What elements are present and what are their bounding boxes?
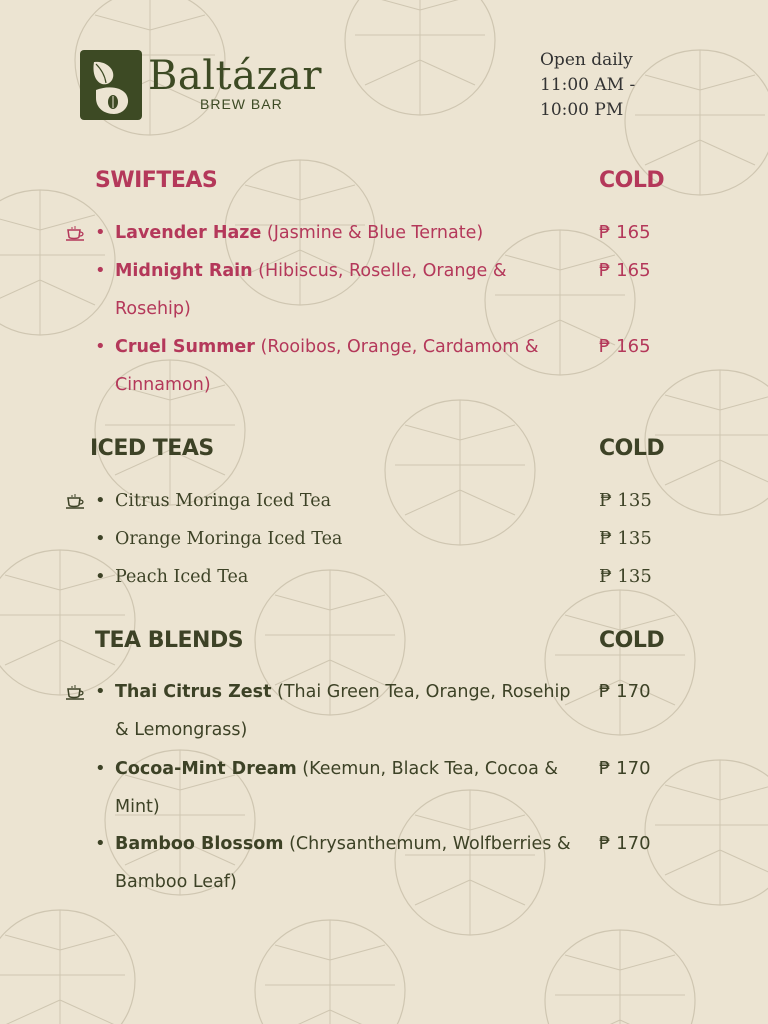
item-price: ₱ 170 — [599, 758, 651, 779]
item-name: Cruel Summer — [115, 337, 255, 357]
item-description: (Thai Green Tea, Orange, Rosehip & Lemongrass) — [115, 682, 571, 740]
bullet: • — [95, 260, 106, 281]
item-price: ₱ 165 — [599, 336, 651, 357]
item-description: (Jasmine & Blue Ternate) — [261, 223, 484, 243]
column-label-cold: COLD — [599, 436, 665, 461]
item-name: Lavender Haze — [115, 223, 262, 243]
section-title-tea-blends: TEA BLENDS — [95, 628, 244, 653]
brand-name: Baltázar — [148, 53, 322, 99]
opening-hours — [540, 48, 635, 123]
hours-line: Open daily — [540, 50, 633, 70]
item-name: Peach Iced Tea — [115, 567, 249, 587]
item-price: ₱ 170 — [599, 833, 651, 854]
tea-cup-icon — [65, 494, 89, 510]
bullet: • — [95, 336, 106, 357]
item-name: Cocoa-Mint Dream — [115, 759, 297, 779]
item-name: Midnight Rain — [115, 261, 253, 281]
item-price: ₱ 165 — [599, 222, 651, 243]
hours-line: 11:00 AM - — [540, 75, 636, 95]
section-title-swifteas: SWIFTEAS — [95, 168, 218, 193]
brand-logo — [80, 50, 322, 122]
item-price: ₱ 170 — [599, 681, 651, 702]
hours-line: 10:00 PM — [540, 100, 624, 120]
bullet: • — [95, 490, 106, 511]
item-name: Orange Moringa Iced Tea — [115, 529, 343, 549]
item-description: (Hibiscus, Roselle, Orange & Rosehip) — [115, 261, 507, 319]
item-description: (Chrysanthemum, Wolfberries & Bamboo Leaf) — [115, 834, 571, 892]
item-name: Bamboo Blossom — [115, 834, 284, 854]
tea-cup-icon — [65, 685, 89, 701]
item-description: (Rooibos, Orange, Cardamom & Cinnamon) — [115, 337, 539, 395]
bullet: • — [95, 528, 106, 549]
item-price: ₱ 165 — [599, 260, 651, 281]
column-label-cold: COLD — [599, 168, 665, 193]
bullet: • — [95, 222, 106, 243]
logo-b-leaf-icon — [80, 50, 142, 122]
item-price: ₱ 135 — [599, 528, 652, 549]
item-description: (Keemun, Black Tea, Cocoa & Mint) — [115, 759, 559, 817]
bullet: • — [95, 758, 106, 779]
section-title-iced-teas: ICED TEAS — [90, 436, 214, 461]
bullet: • — [95, 833, 106, 854]
column-label-cold: COLD — [599, 628, 665, 653]
bullet: • — [95, 566, 106, 587]
item-name: Citrus Moringa Iced Tea — [115, 491, 332, 511]
tea-cup-icon — [65, 226, 89, 242]
brand-subtitle: BREW BAR — [200, 96, 283, 112]
bullet: • — [95, 681, 106, 702]
item-name: Thai Citrus Zest — [115, 682, 272, 702]
item-price: ₱ 135 — [599, 566, 652, 587]
item-price: ₱ 135 — [599, 490, 652, 511]
